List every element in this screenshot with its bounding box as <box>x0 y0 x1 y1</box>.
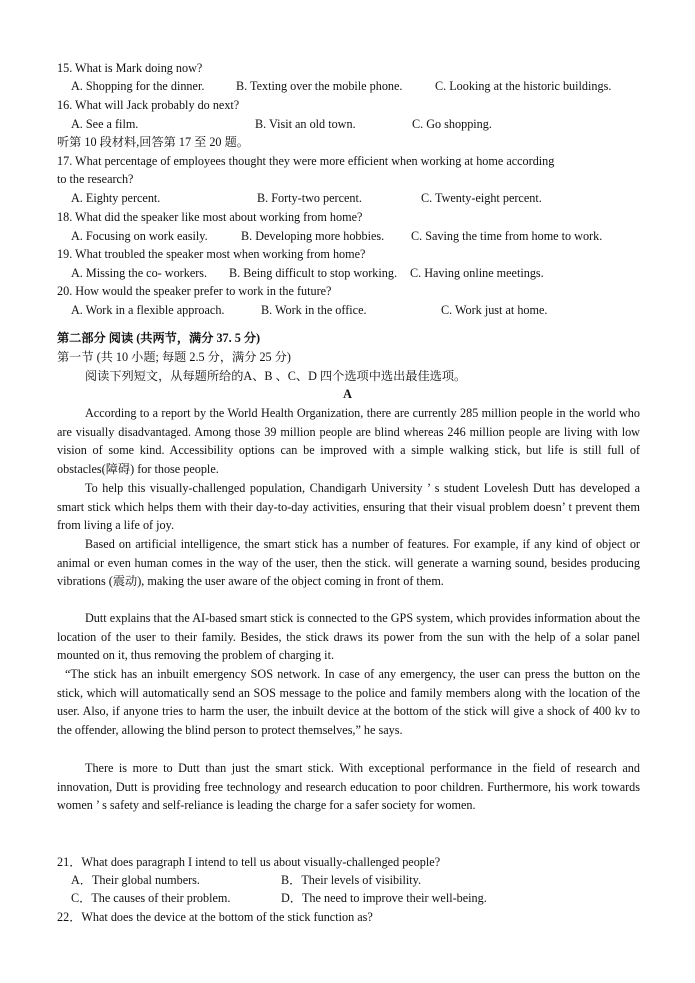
option-a: A. Shopping for the dinner. <box>71 79 205 93</box>
question-21-options-row1 <box>71 873 641 888</box>
option-c: C. Go shopping. <box>412 117 492 131</box>
option-b: B．Their levels of visibility. <box>281 873 422 887</box>
question-15: 15. What is Mark doing now? <box>57 61 203 75</box>
question-17-cont: to the research? <box>57 172 134 186</box>
option-c: C. Twenty-eight percent. <box>421 191 542 205</box>
question-19-options <box>71 266 641 281</box>
question-17-options <box>71 191 641 206</box>
question-19: 19. What troubled the speaker most when working from home? <box>57 247 366 261</box>
passage-label: A <box>343 387 352 401</box>
option-a: A. See a film. <box>71 117 139 131</box>
option-c: C. Looking at the historic buildings. <box>435 79 612 93</box>
option-a: A. Missing the co- workers. <box>71 266 208 280</box>
passage-paragraph-6: There is more to Dutt than just the smart stick. With exceptional performance in the field of research and innovation, Dutt is providing free technology and research education to poor children. Furthermore, his work towards women ’ s safety and self-reliance is leading the charge for a safer society for women. <box>57 761 640 813</box>
option-d: D．The need to improve their well-being. <box>281 891 487 905</box>
passage-paragraph-4: Dutt explains that the AI-based smart stick is connected to the GPS system, which provides information about the location of the user to their family. Besides, the stick draws its power from the sun with the help of a solar panel mounted on it, thus removing the problem of charging it. <box>57 611 640 663</box>
question-22: 22．What does the device at the bottom of the stick function as? <box>57 910 373 924</box>
option-b: B. Forty-two percent. <box>257 191 362 205</box>
passage-paragraph-5: “The stick has an inbuilt emergency SOS network. In case of any emergency, the user can press the button on the stick, which will automatically send an SOS message to the police and family members along with the location of the user. Also, if anyone tries to harm the user, the inbuilt device at the bottom of the stick will give a shock of 400 kv to the offender, allowing the blind person to protect themselves,” he says. <box>57 667 640 737</box>
question-15-options <box>71 79 641 94</box>
passage-paragraph-1: According to a report by the World Health Organization, there are currently 285 million people in the world who are visually disadvantaged. Among those 39 million people are blind whereas 246 million people are living with low vision of some kind. Accessibility options can be improved with a simple walking stick, but life is still full of obstacles(障碍) for those people. <box>57 406 640 476</box>
option-b: B. Texting over the mobile phone. <box>236 79 403 93</box>
question-18-options <box>71 229 641 244</box>
question-20-options <box>71 303 641 318</box>
option-a: A．Their global numbers. <box>71 873 200 887</box>
passage-paragraph-3: Based on artificial intelligence, the smart stick has a number of features. For example, if any kind of object or animal or even human comes in the way of the user, then the stick. will generate a warning sound, besides producing vibrations (震动), making the user aware of the object coming in front of them. <box>57 537 640 589</box>
question-16-options <box>71 117 641 132</box>
option-c: C．The causes of their problem. <box>71 891 231 905</box>
option-c: C. Work just at home. <box>441 303 548 317</box>
question-21-options-row2 <box>71 891 641 906</box>
question-18: 18. What did the speaker like most about working from home? <box>57 210 363 224</box>
option-c: C. Having online meetings. <box>410 266 544 280</box>
option-a: A. Eighty percent. <box>71 191 161 205</box>
option-b: B. Developing more hobbies. <box>241 229 385 243</box>
passage-paragraph-2: To help this visually-challenged population, Chandigarh University ’ s student Lovelesh Dutt has developed a smart stick which helps them with their day-to-day activities, ensuring that their visual problem doesn’ t prevent them from living a life of joy. <box>57 481 640 533</box>
subsection-title: 第一节 (共 10 小题; 每题 2.5 分，满分 25 分) <box>57 350 291 364</box>
option-b: B. Work in the office. <box>261 303 367 317</box>
option-b: B. Visit an old town. <box>255 117 356 131</box>
question-16: 16. What will Jack probably do next? <box>57 98 240 112</box>
option-a: A. Focusing on work easily. <box>71 229 208 243</box>
option-c: C. Saving the time from home to work. <box>411 229 603 243</box>
option-b: B. Being difficult to stop working. <box>229 266 398 280</box>
section-title: 第二部分 阅读 (共两节，满分 37. 5 分) <box>57 331 261 345</box>
question-21: 21．What does paragraph I intend to tell us about visually-challenged people? <box>57 855 441 869</box>
instruction-passage-10: 听第 10 段材料,回答第 17 至 20 题。 <box>57 135 249 149</box>
question-20: 20. How would the speaker prefer to work in the future? <box>57 284 332 298</box>
reading-instruction: 阅读下列短文，从每题所给的A、B 、C、D 四个选项中选出最佳选项。 <box>85 369 467 383</box>
question-17: 17. What percentage of employees thought they were more efficient when working at home according <box>57 154 555 168</box>
option-a: A. Work in a flexible approach. <box>71 303 225 317</box>
